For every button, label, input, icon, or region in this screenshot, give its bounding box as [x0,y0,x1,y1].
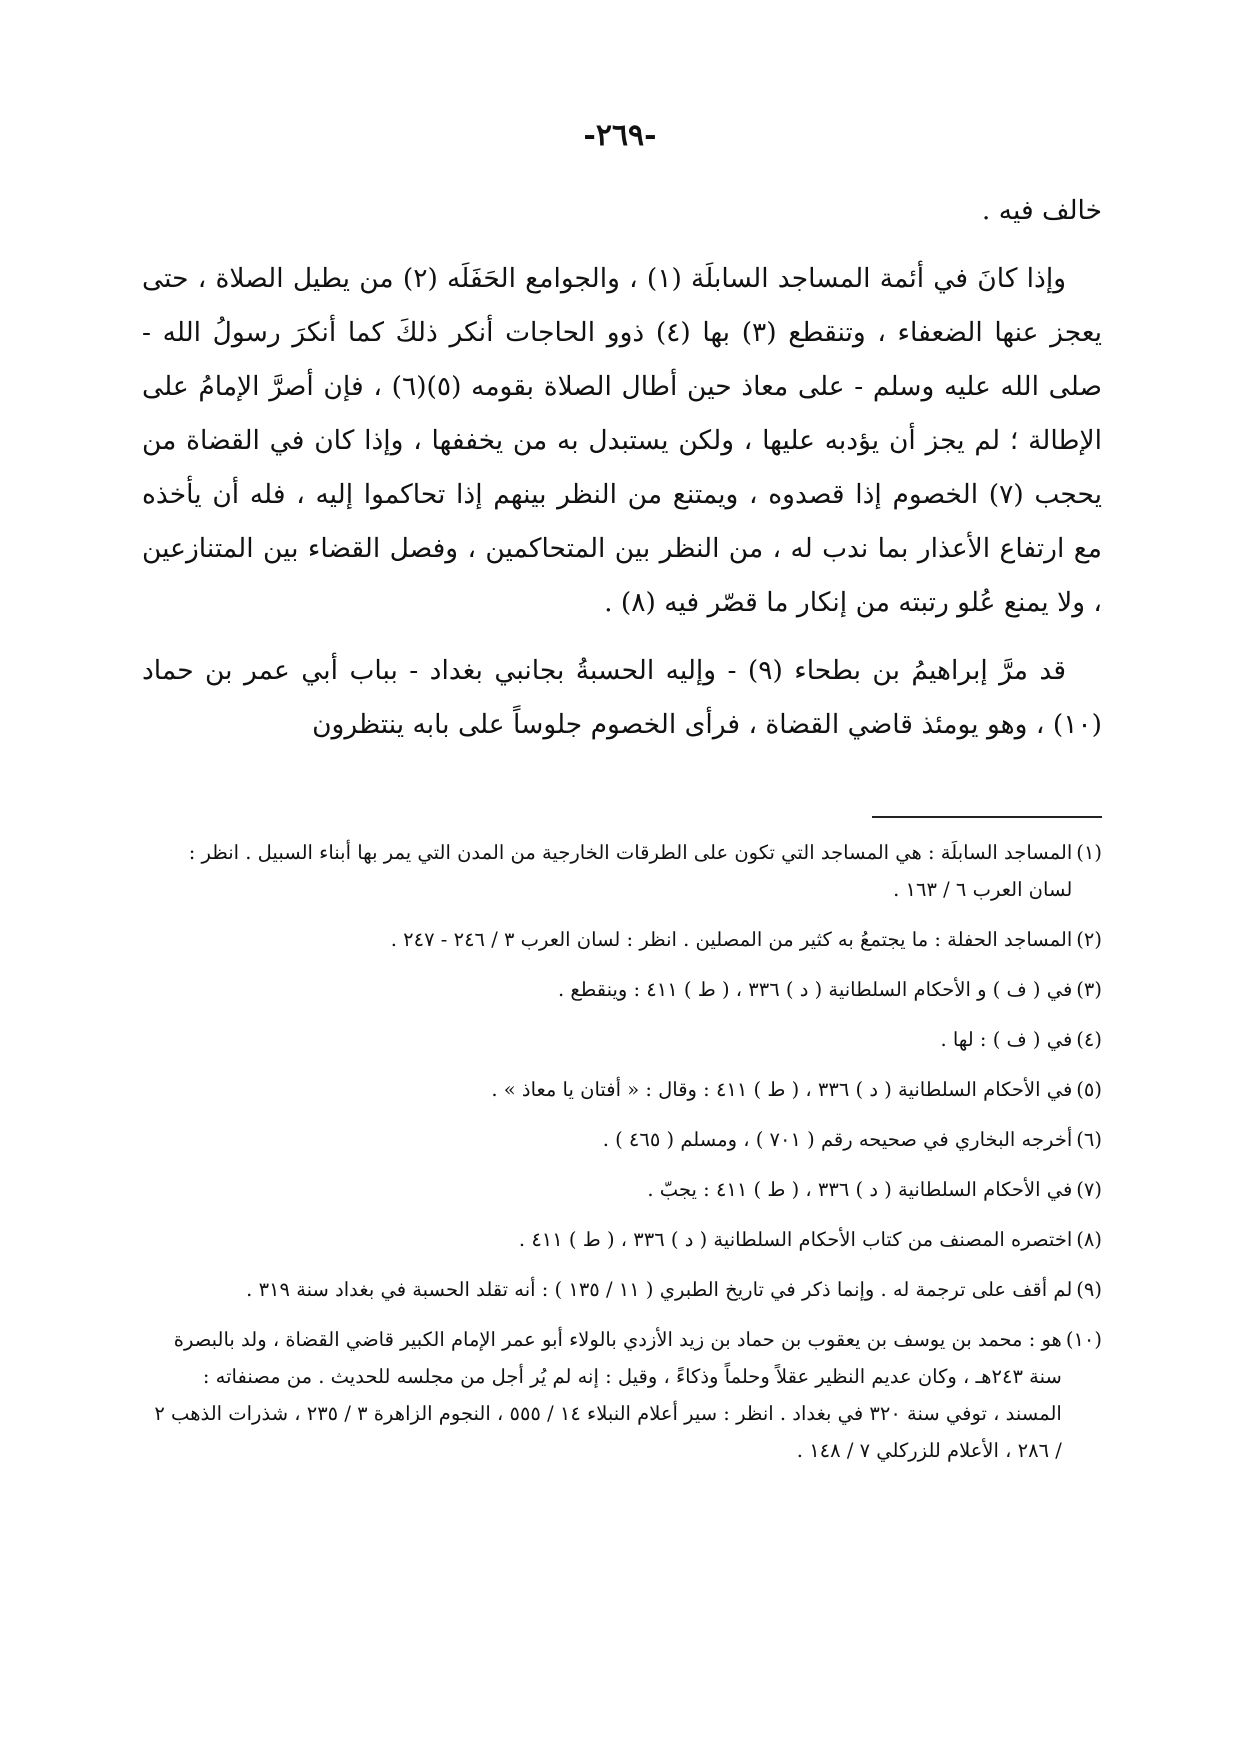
footnote-divider [872,816,1102,818]
footnote-text: أخرجه البخاري في صحيحه رقم ( ٧٠١ ) ، ومسلم ( ٤٦٥ ) . [602,1128,1073,1151]
footnote-text: في ( ف ) و الأحكام السلطانية ( د ) ٣٣٦ ، ( ط ) ٤١١ : وينقطع . [557,978,1073,1001]
footnote-number: (٥) [1076,1078,1102,1101]
footnote [142,1121,1102,1158]
paragraph: قد مرَّ إبراهيمُ بن بطحاء (٩) - وإليه الحسبةُ بجانبي بغداد - بباب أبي عمر بن حماد (١٠) ، وهو يومئذ قاضي القضاة ، فرأى الخصوم جلوساً على بابه ينتظرون [142,655,1102,740]
footnote-text: المساجد الحفلة : ما يجتمعُ به كثير من المصلين . انظر : لسان العرب ٣ / ٢٤٦ - ٢٤٧ . [390,928,1073,951]
footnote-number: (١٠) [1065,1328,1102,1351]
footnote [142,921,1102,958]
footnote [142,1021,1102,1058]
footnote [142,971,1102,1008]
footnote-number: (٧) [1076,1178,1102,1201]
footnote-text: لم أقف على ترجمة له . وإنما ذكر في تاريخ الطبري ( ١١ / ١٣٥ ) : أنه تقلد الحسبة في بغداد سنة ٣١٩ . [246,1278,1073,1301]
footnote-number: (٨) [1076,1228,1102,1251]
footnote [142,1271,1102,1308]
footnote [142,1071,1102,1108]
footnote-number: (١) [1076,841,1102,864]
footnote-text: اختصره المصنف من كتاب الأحكام السلطانية ( د ) ٣٣٦ ، ( ط ) ٤١١ . [518,1228,1073,1251]
paragraph: خالف فيه . [981,195,1102,226]
footnote-text: في ( ف ) : لها . [940,1028,1073,1051]
footnote-text: في الأحكام السلطانية ( د ) ٣٣٦ ، ( ط ) ٤١١ : يجبّ . [647,1178,1073,1201]
footnote-number: (٦) [1076,1128,1102,1151]
footnote-text: في الأحكام السلطانية ( د ) ٣٣٦ ، ( ط ) ٤١١ : وقال : « أفتان يا معاذ » . [491,1078,1073,1101]
footnotes [142,834,1102,1482]
footnote [142,834,1102,908]
footnote-number: (٩) [1076,1278,1102,1301]
main-text [142,184,1102,752]
paragraph: وإذا كانَ في أئمة المساجد السابلَة (١) ، والجوامع الحَفَلَه (٢) من يطيل الصلاة ، حتى يعجز عنها الضعفاء ، وتنقطع (٣) بها (٤) ذوو الحاجات أنكر ذلكَ كما أنكرَ رسولُ الله - صلى الله عليه وسلم - على معاذ حين أطال الصلاة بقومه (٥)(٦) ، فإن أصرَّ الإمامُ على الإطالة ؛ لم يجز أن يؤدبه عليها ، ولكن يستبدل به من يخففها ، وإذا كان في القضاة من يحجب (٧) الخصوم إذا قصدوه ، ويمتنع من النظر بينهم إذا تحاكموا إليه ، فله أن يأخذه مع ارتفاع الأعذار بما ندب له ، من النظر بين المتحاكمين ، وفصل القضاء بين المتنازعين ، ولا يمنع عُلو رتبته من إنكار ما قصّر فيه (٨) . [142,263,1103,618]
footnote [142,1171,1102,1208]
footnote-number: (٢) [1076,928,1102,951]
footnote-text: هو : محمد بن يوسف بن يعقوب بن حماد بن زيد الأزدي بالولاء أبو عمر الإمام الكبير قاضي القضاة ، ولد بالبصرة سنة ٢٤٣هـ ، وكان عديم النظير عقلاً وحلماً وذكاءً ، وقيل : إنه لم يُر أجل من مجلسه للحديث . من مصنفاته : المسند ، توفي سنة ٣٢٠ في بغداد . انظر : سير أعلام النبلاء ١٤ / ٥٥٥ ، النجوم الزاهرة ٣ / ٢٣٥ ، شذرات الذهب ٢ / ٢٨٦ ، الأعلام للزركلي ٧ / ١٤٨ . [154,1328,1062,1462]
footnote-number: (٤) [1076,1028,1102,1051]
page-number: -٢٦٩- [583,118,657,153]
footnote-number: (٣) [1076,978,1102,1001]
footnote-text: المساجد السابلَة : هي المساجد التي تكون على الطرقات الخارجية من المدن التي يمر بها أبناء السبيل . انظر : لسان العرب ٦ / ١٦٣ . [188,841,1073,901]
footnote [142,1221,1102,1258]
footnote [142,1321,1102,1469]
